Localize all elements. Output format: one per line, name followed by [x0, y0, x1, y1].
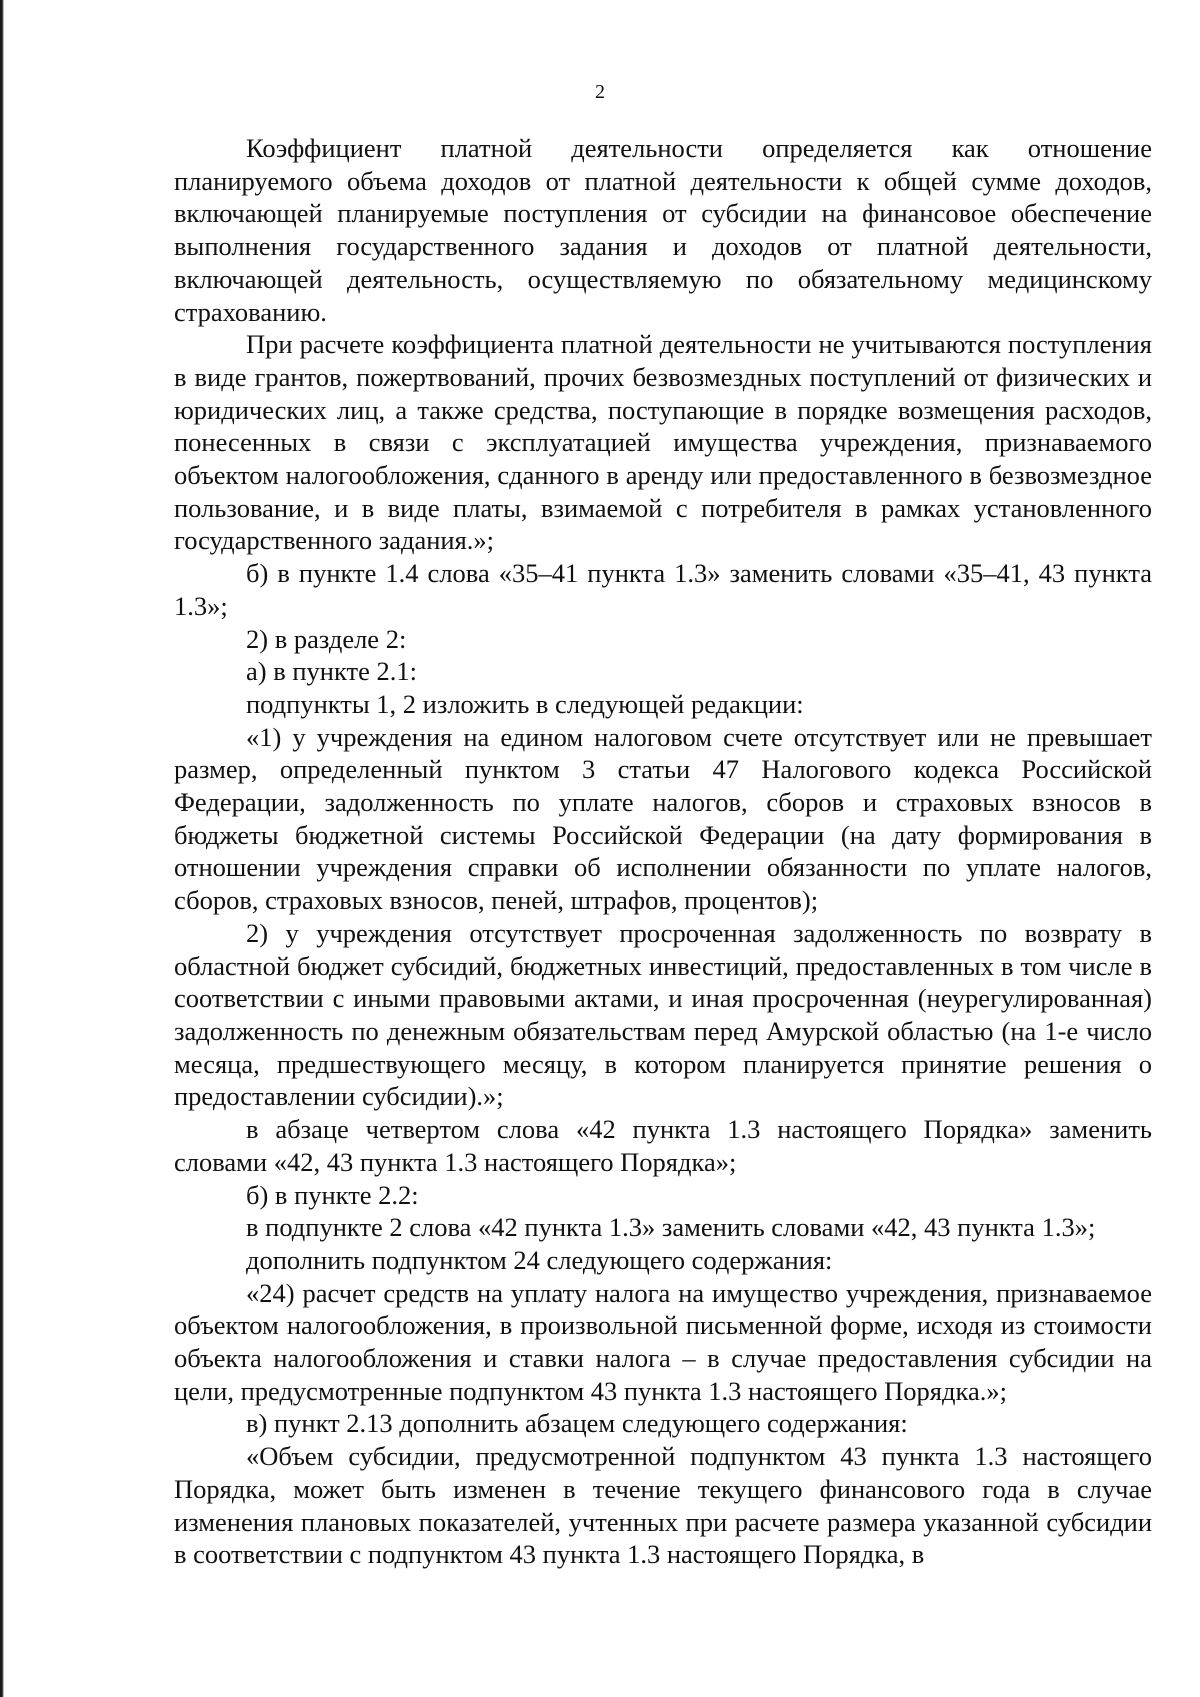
paragraph-add-subitem-24: дополнить подпунктом 24 следующего содержания:: [246, 1244, 833, 1275]
paragraph-subitems-1-2-intro: подпункты 1, 2 изложить в следующей редакции:: [246, 688, 804, 719]
paragraph-item-2-2: б) в пункте 2.2:: [246, 1179, 419, 1210]
paragraph-subitem-24: «24) расчет средств на уплату налога на имущество учреждения, признаваемое объектом налогообложения, в произвольной письменной форме, исходя из стоимости объекта налогообложения и ставки налога – в случае предоставления субсидии на цели, предусмотренные подпунктом 43 пункта 1.3 настоящего Порядка.»;: [174, 1277, 1152, 1406]
paragraph-section-2: 2) в разделе 2:: [246, 623, 407, 654]
paragraph-fourth-indent: в абзаце четвертом слова «42 пункта 1.3 настоящего Порядка» заменить словами «42, 43 пункта 1.3 настоящего Порядка»;: [174, 1114, 1152, 1177]
paragraph-paid-activity-coefficient: Коэффициент платной деятельности определяется как отношение планируемого объема доходов от платной деятельности к общей сумме доходов, включающей планируемые поступления от субсидии на финансовое обеспечение выполнения государственного задания и доходов от платной деятельности, включающей деятельность, осуществляемую по обязательному медицинскому страхованию.: [174, 133, 1152, 327]
paragraph-item-2-1: а) в пункте 2.1:: [246, 656, 417, 687]
paragraph-subitem-2-replace: в подпункте 2 слова «42 пункта 1.3» заменить словами «42, 43 пункта 1.3»;: [246, 1212, 1096, 1243]
paragraph-subitem-1: «1) у учреждения на едином налоговом счете отсутствует или не превышает размер, определенный пунктом 3 статьи 47 Налогового кодекса Российской Федерации, задолженность по уплате налогов, сборов и страховых взносов в бюджеты бюджетной системы Российской Федерации (на дату формирования в отношении учреждения справки об исполнении обязанности по уплате налогов, сборов, страховых взносов, пеней, штрафов, процентов);: [174, 721, 1152, 916]
paragraph-coefficient-exclusions: При расчете коэффициента платной деятельности не учитываются поступления в виде грантов, пожертвований, прочих безвозмездных поступлений от физических и юридических лиц, а также средства, поступающие в порядке возмещения расходов, понесенных в связи с эксплуатацией имущества учреждения, признаваемого объектом налогообложения, сданного в аренду или предоставленного в безвозмездное пользование, и в виде платы, взимаемой с потребителя в рамках установленного государственного задания.»;: [174, 329, 1152, 556]
scan-edge: [0, 0, 4, 1697]
paragraph-item-1-4: б) в пункте 1.4 слова «35–41 пункта 1.3» заменить словами «35–41, 43 пункта 1.3»;: [174, 558, 1152, 621]
page-number: 2: [595, 81, 605, 103]
paragraph-subitem-2: 2) у учреждения отсутствует просроченная задолженность по возврату в областной бюджет субсидий, бюджетных инвестиций, предоставленных в том числе в соответствии с иными правовыми актами, и иная просроченная (неурегулированная) задолженность по денежным обязательствам перед Амурской областью (на 1-е число месяца, предшествующего месяцу, в котором планируется принятие решения о предоставлении субсидии).»;: [174, 917, 1152, 1112]
paragraph-item-2-13: в) пункт 2.13 дополнить абзацем следующего содержания:: [246, 1408, 908, 1439]
document-body: [174, 132, 1152, 1571]
paragraph-subsidy-volume: «Объем субсидии, предусмотренной подпунктом 43 пункта 1.3 настоящего Порядка, может быть изменен в течение текущего финансового года в случае изменения плановых показателей, учтенных при расчете размера указанной субсидии в соответствии с подпунктом 43 пункта 1.3 настоящего Порядка, в: [174, 1441, 1152, 1570]
